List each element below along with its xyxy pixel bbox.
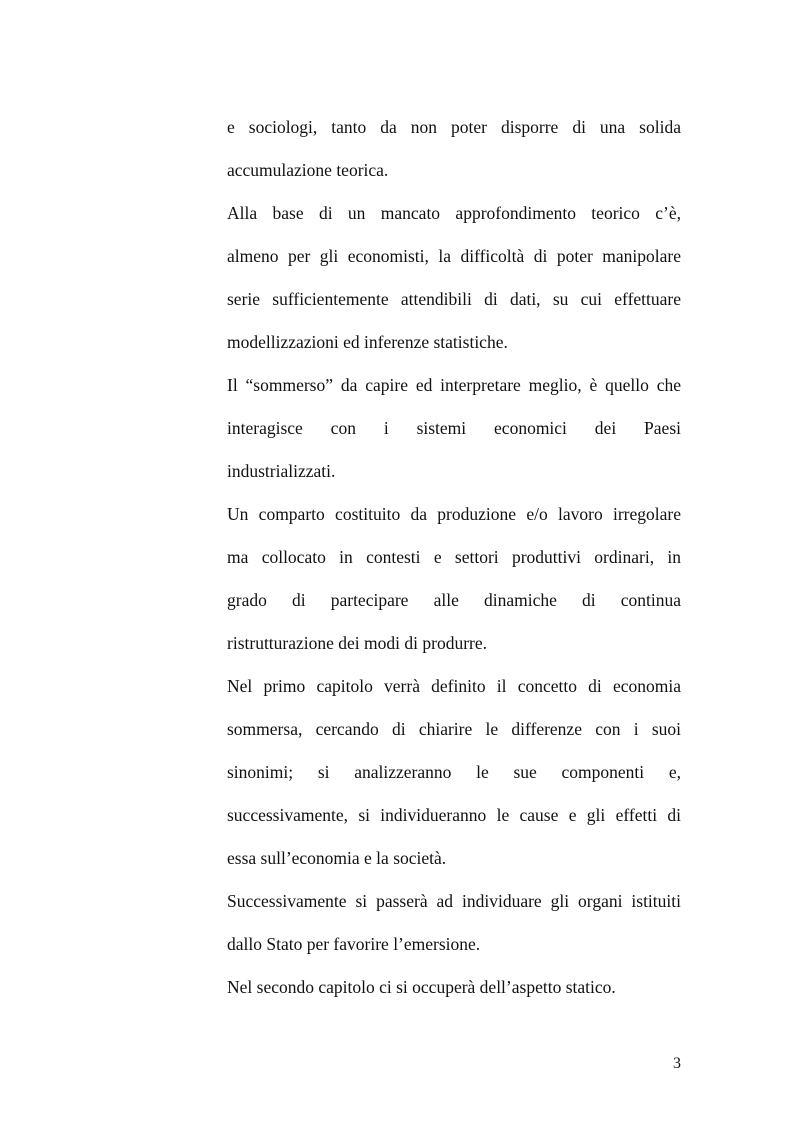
body-text bbox=[227, 110, 681, 1013]
text-line: dallo Stato per favorire l’emersione. bbox=[227, 934, 481, 954]
text-line: essa sull’economia e la società. bbox=[227, 848, 447, 868]
text-line: e sociologi, tanto da non poter disporre di una solida bbox=[227, 117, 681, 137]
text-line: serie sufficientemente attendibili di dati, su cui effettuare bbox=[227, 289, 681, 309]
text-line: almeno per gli economisti, la difficoltà di poter manipolare bbox=[227, 246, 681, 266]
text-line: grado di partecipare alle dinamiche di continua bbox=[227, 590, 681, 610]
text-line: sommersa, cercando di chiarire le differenze con i suoi bbox=[227, 719, 681, 739]
text-line: successivamente, si individueranno le cause e gli effetti di bbox=[227, 805, 681, 825]
text-line: ristrutturazione dei modi di produrre. bbox=[227, 633, 487, 653]
text-line: Un comparto costituito da produzione e/o lavoro irregolare bbox=[227, 504, 681, 524]
text-line: Successivamente si passerà ad individuare gli organi istituiti bbox=[227, 891, 681, 911]
text-line: sinonimi; si analizzeranno le sue componenti e, bbox=[227, 762, 681, 782]
text-line: interagisce con i sistemi economici dei Paesi bbox=[227, 418, 681, 438]
text-line: Nel secondo capitolo ci si occuperà dell’aspetto statico. bbox=[227, 977, 616, 997]
text-line: industrializzati. bbox=[227, 461, 336, 481]
text-line: modellizzazioni ed inferenze statistiche. bbox=[227, 332, 508, 352]
text-line: accumulazione teorica. bbox=[227, 160, 389, 180]
text-line: ma collocato in contesti e settori produttivi ordinari, in bbox=[227, 547, 681, 567]
text-line: Il “sommerso” da capire ed interpretare meglio, è quello che bbox=[227, 375, 681, 395]
page-number: 3 bbox=[673, 1055, 681, 1072]
text-line: Nel primo capitolo verrà definito il concetto di economia bbox=[227, 676, 681, 696]
text-line: Alla base di un mancato approfondimento teorico c’è, bbox=[227, 203, 681, 223]
